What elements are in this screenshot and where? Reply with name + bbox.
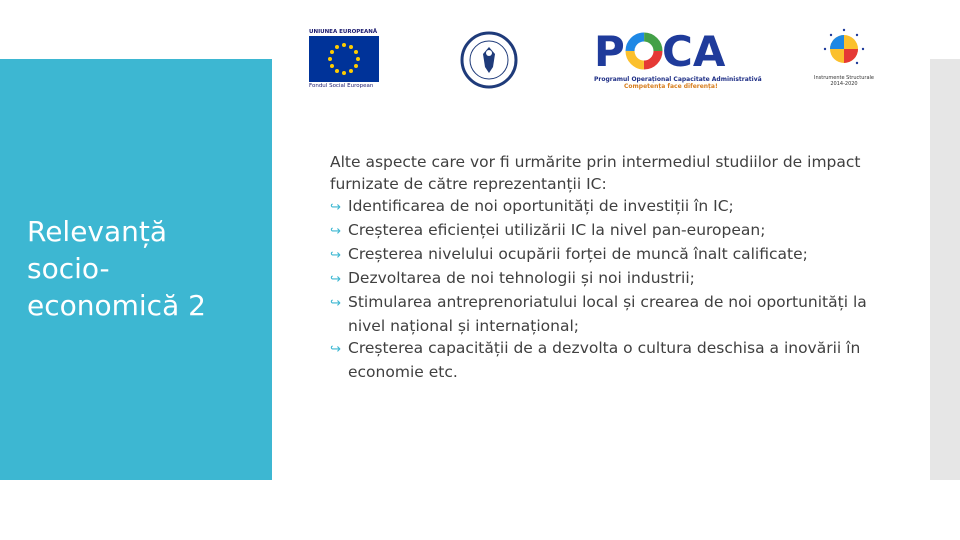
curved-arrow-icon: ↪ (330, 296, 341, 311)
curved-arrow-icon: ↪ (330, 272, 341, 287)
curved-arrow-icon: ↪ (330, 248, 341, 263)
svg-text:CA: CA (662, 28, 726, 72)
svg-text:P: P (594, 28, 625, 72)
list-item: ↪ Creșterea capacității de a dezvolta o cultura deschisa a inovării în economie etc. (330, 339, 861, 381)
eu-caption-top: UNIUNEA EUROPEANĂ (309, 29, 378, 35)
list-item: ↪ Stimularea antreprenoriatului local și crearea de noi oportunități la nivel național și internațional; (330, 293, 867, 335)
list-item: ↪ Creșterea eficienței utilizării IC la nivel pan-european; (330, 219, 890, 243)
poca-logo (594, 28, 762, 90)
ins-years: 2014-2020 (830, 81, 858, 87)
slide-title (27, 213, 267, 324)
title-line-1: Relevanță (27, 215, 168, 248)
title-line-2: socio- (27, 252, 110, 285)
poca-caption: Programul Operațional Capacitate Administrativă (594, 76, 762, 83)
ins-caption: Instrumente Structurale (814, 75, 874, 81)
eu-flag-icon (309, 36, 379, 82)
eu-caption-bottom: Fondul Social European (309, 83, 374, 89)
right-side-bar (930, 59, 960, 480)
title-line-3: economică 2 (27, 289, 206, 322)
list-item: ↪ Dezvoltarea de noi tehnologii și noi industrii; (330, 267, 890, 291)
list-item: ↪ Creșterea nivelului ocupării forței de muncă înalt calificate; (330, 243, 890, 267)
intro-paragraph: Alte aspecte care vor fi urmărite prin intermediul studiilor de impact furnizate de către reprezentanții IC: (330, 153, 861, 193)
government-seal-logo (458, 31, 520, 89)
curved-arrow-icon: ↪ (330, 342, 341, 357)
list-item: ↪ Identificarea de noi oportunități de investiții în IC; (330, 195, 890, 219)
curved-arrow-icon: ↪ (330, 224, 341, 239)
instrumente-structurale-logo (808, 27, 880, 89)
poca-tagline: Competența face diferența! (624, 83, 718, 90)
curved-arrow-icon: ↪ (330, 200, 341, 215)
eu-logo (309, 29, 384, 89)
body-content (330, 151, 890, 383)
